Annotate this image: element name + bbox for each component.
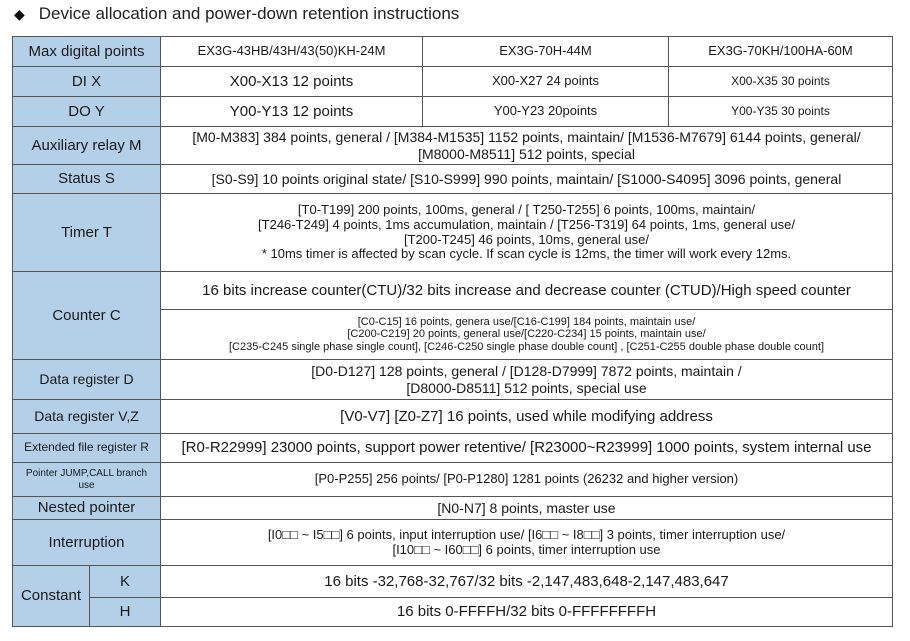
interrupt-line-1: [I0□□ ~ I5□□] 6 points, input interruption use/ [I6□□ ~ I8□□] 3 points, timer interruption use/ xyxy=(267,526,786,542)
constant-h-label: H xyxy=(90,598,161,627)
timer-line-3: [T200-T245] 46 points, 10ms, general use/ xyxy=(404,231,649,247)
row-header-extended-file-register: Extended file register R xyxy=(13,434,161,463)
status-value xyxy=(161,165,893,194)
table-row xyxy=(13,463,893,497)
device-allocation-table xyxy=(12,36,893,627)
do-value-2: Y00-Y23 20points xyxy=(423,97,669,127)
row-header-constant: Constant xyxy=(13,566,90,627)
row-header-interruption: Interruption xyxy=(13,520,161,566)
aux-line-2: [M8000-M8511] 512 points, special xyxy=(418,145,635,162)
aux-relay-value xyxy=(161,127,893,165)
row-header-status: Status S xyxy=(13,165,161,194)
ext-line-1: [R0-R22999] 23000 points, support power retentive/ [R23000~R23999] 1000 points, system internal use xyxy=(181,439,872,457)
row-header-timer: Timer T xyxy=(13,194,161,272)
row-header-di: DI X xyxy=(13,67,161,97)
row-header-max-digital-points: Max digital points xyxy=(13,37,161,67)
constant-k-value: 16 bits -32,768-32,767/32 bits -2,147,483,648-2,147,483,647 xyxy=(161,566,893,598)
counter-summary: 16 bits increase counter(CTU)/32 bits increase and decrease counter (CTUD)/High speed counter xyxy=(161,272,893,310)
nested-pointer-value xyxy=(161,497,893,520)
pointer-line-1: [P0-P255] 256 points/ [P0-P1280] 1281 points (26232 and higher version) xyxy=(314,471,739,487)
model-column-2: EX3G-70H-44M xyxy=(423,37,669,67)
timer-line-1: [T0-T199] 200 points, 100ms, general / [ T250-T255] 6 points, 100ms, maintain/ xyxy=(297,201,756,217)
table-row xyxy=(13,127,893,165)
table-row xyxy=(13,598,893,627)
di-value-2: X00-X27 24 points xyxy=(423,67,669,97)
row-header-data-register-vz: Data register V,Z xyxy=(13,400,161,434)
row-header-do: DO Y xyxy=(13,97,161,127)
model-column-3: EX3G-70KH/100HA-60M xyxy=(669,37,893,67)
di-value-1: X00-X13 12 points xyxy=(161,67,423,97)
constant-h-value: 16 bits 0-FFFFH/32 bits 0-FFFFFFFFH xyxy=(161,598,893,627)
data-d-line-2: [D8000-D8511] 512 points, special use xyxy=(406,379,647,396)
do-value-3: Y00-Y35 30 points xyxy=(669,97,893,127)
di-value-3: X00-X35 30 points xyxy=(669,67,893,97)
interrupt-line-2: [I10□□ ~ I60□□] 6 points, timer interruption use xyxy=(392,541,661,557)
table-row xyxy=(13,497,893,520)
section-title-text: Device allocation and power-down retention instructions xyxy=(38,4,460,23)
model-column-1: EX3G-43HB/43H/43(50)KH-24M xyxy=(161,37,423,67)
timer-line-2: [T246-T249] 4 points, 1ms accumulation, maintain / [T256-T319] 64 points, 1ms, general use/ xyxy=(258,216,795,232)
row-header-pointer: Pointer JUMP,CALL branch use xyxy=(13,463,161,497)
interruption-value xyxy=(161,520,893,566)
table-row xyxy=(13,272,893,310)
table-row xyxy=(13,97,893,127)
data-vz-line-1: [V0-V7] [Z0-Z7] 16 points, used while modifying address xyxy=(340,407,713,425)
diamond-bullet-icon: ◆ xyxy=(14,5,25,22)
counter-line-2: [C200-C219] 20 points, general use/[C220-C234] 15 points, maintain use/ xyxy=(347,328,706,341)
data-d-line-1: [D0-D127] 128 points, general / [D128-D7999] 7872 points, maintain / xyxy=(311,363,742,380)
table-row xyxy=(13,400,893,434)
aux-line-1: [M0-M383] 384 points, general / [M384-M1535] 1152 points, maintain/ [M1536-M7679] 6144 points, general/ xyxy=(192,129,861,146)
constant-k-label: K xyxy=(90,566,161,598)
do-value-1: Y00-Y13 12 points xyxy=(161,97,423,127)
extended-file-register-value xyxy=(161,434,893,463)
row-header-counter: Counter C xyxy=(13,272,161,360)
timer-value xyxy=(161,194,893,272)
table-row xyxy=(13,566,893,598)
counter-line-3: [C235-C245 single phase single count], [C246-C250 single phase double count] , [C251-C255 double phase double count] xyxy=(228,340,825,353)
status-line-1: [S0-S9] 10 points original state/ [S10-S999] 990 points, maintain/ [S1000-S4095] 3096 points, general xyxy=(211,170,842,187)
counter-detail xyxy=(161,310,893,360)
table-row xyxy=(13,194,893,272)
section-title xyxy=(14,3,459,25)
table-row xyxy=(13,37,893,67)
nested-line-1: [N0-N7] 8 points, master use xyxy=(437,499,616,516)
pointer-value xyxy=(161,463,893,497)
row-header-aux-relay: Auxiliary relay M xyxy=(13,127,161,165)
table-row xyxy=(13,165,893,194)
data-register-vz-value xyxy=(161,400,893,434)
counter-line-1: [C0-C15] 16 points, genera use/[C16-C199] 184 points, maintain use/ xyxy=(357,315,696,328)
data-register-d-value xyxy=(161,360,893,400)
table-row xyxy=(13,520,893,566)
table-row xyxy=(13,360,893,400)
table-row xyxy=(13,67,893,97)
table-row xyxy=(13,434,893,463)
timer-line-4: * 10ms timer is affected by scan cycle. If scan cycle is 12ms, the timer will work every 12ms. xyxy=(261,246,792,262)
row-header-data-register-d: Data register D xyxy=(13,360,161,400)
row-header-nested-pointer: Nested pointer xyxy=(13,497,161,520)
